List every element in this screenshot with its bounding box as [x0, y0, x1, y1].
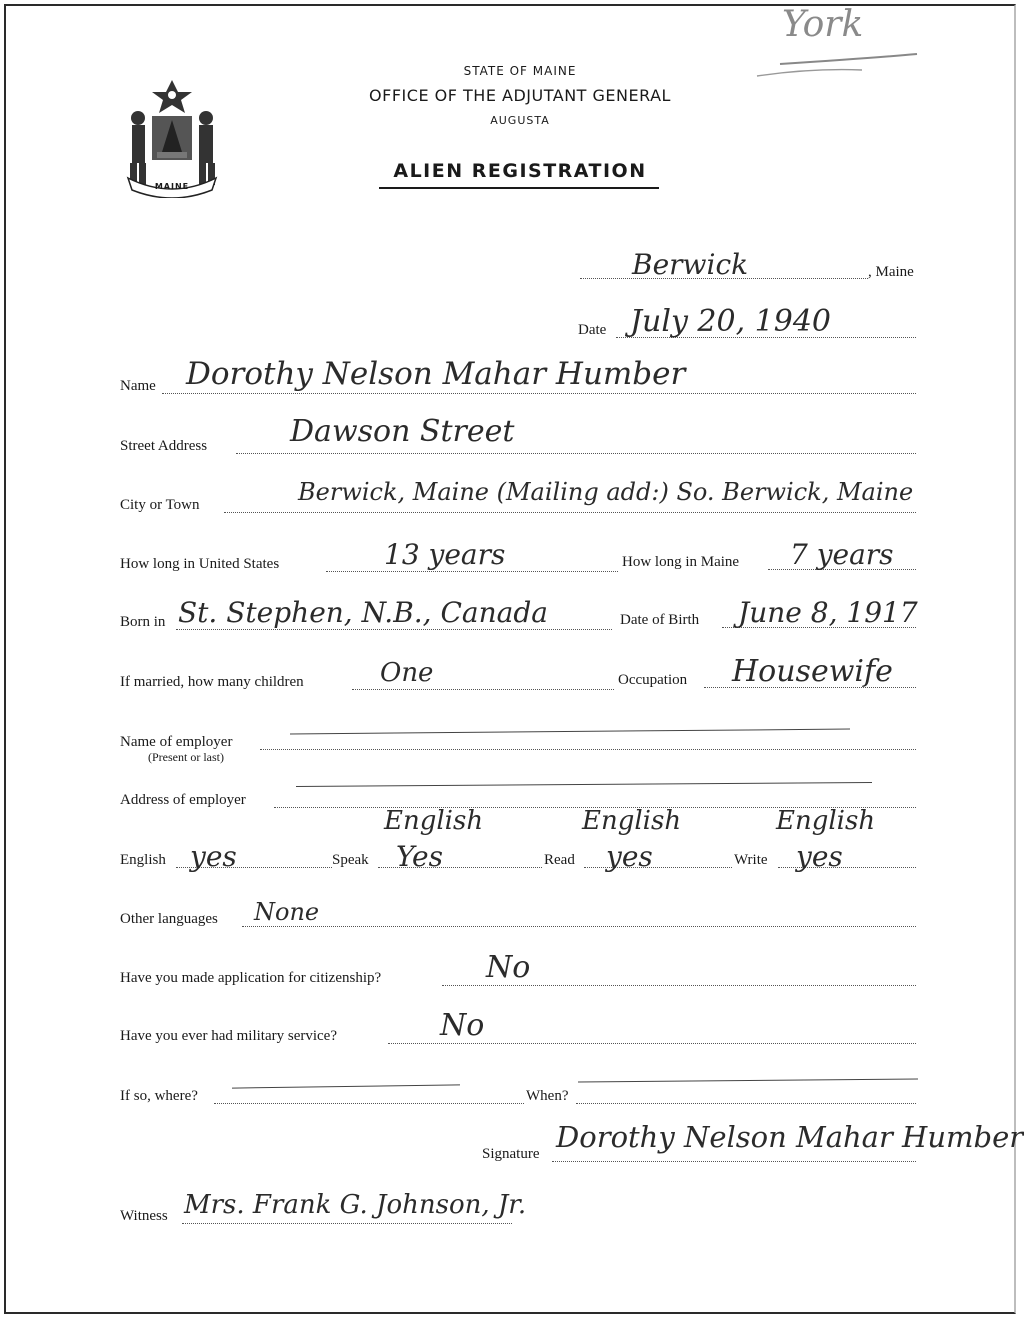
english-label: English: [120, 852, 166, 868]
how-long-us-label: How long in United States: [120, 556, 280, 572]
how-long-maine-label: How long in Maine: [622, 554, 740, 570]
employer-name-dotted-line: [260, 749, 916, 750]
write-label: Write: [734, 852, 768, 868]
office-heading: OFFICE OF THE ADJUTANT GENERAL: [369, 86, 671, 105]
city-heading: AUGUSTA: [490, 114, 550, 127]
citizenship-label: Have you made application for citizenship?: [120, 970, 382, 986]
corner-note-text: York: [782, 4, 864, 45]
state-heading: STATE OF MAINE: [463, 64, 577, 78]
city-or-town-label: City or Town: [120, 497, 200, 513]
citizenship-dotted-line: [442, 985, 916, 986]
date-value: July 20, 1940: [630, 304, 832, 339]
witness-value: Mrs. Frank G. Johnson, Jr.: [184, 1190, 527, 1220]
military-dotted-line: [388, 1043, 916, 1044]
speak-value: Yes: [396, 840, 443, 873]
if-so-where-label: If so, where?: [120, 1088, 198, 1104]
town-value: Berwick: [632, 248, 749, 281]
when-label: When?: [526, 1088, 569, 1104]
speak-note-value: English: [384, 806, 484, 836]
date-of-birth-value: June 8, 1917: [738, 596, 918, 629]
write-note-value: English: [776, 806, 876, 836]
signature-value: Dorothy Nelson Mahar Humber: [556, 1120, 1024, 1154]
occupation-label: Occupation: [618, 672, 688, 688]
city-or-town-value: Berwick, Maine (Mailing add:) So. Berwick, Maine: [298, 478, 914, 506]
children-value: One: [380, 658, 434, 688]
other-languages-dotted-line: [242, 926, 916, 927]
city-or-town-dotted-line: [224, 512, 916, 513]
children-label: If married, how many children: [120, 674, 304, 690]
name-label: Name: [120, 378, 156, 394]
other-languages-label: Other languages: [120, 911, 218, 927]
employer-address-label: Address of employer: [120, 792, 246, 808]
born-in-value: St. Stephen, N.B., Canada: [178, 596, 548, 629]
form-title: ALIEN REGISTRATION: [393, 160, 647, 182]
maine-label: , Maine: [868, 264, 914, 280]
citizenship-value: No: [486, 950, 531, 985]
signature-label: Signature: [482, 1146, 540, 1162]
born-in-label: Born in: [120, 614, 166, 630]
state-seal-icon: [122, 78, 222, 198]
date-label: Date: [578, 322, 607, 338]
name-dotted-line: [162, 393, 916, 394]
street-address-label: Street Address: [120, 438, 208, 454]
date-of-birth-label: Date of Birth: [620, 612, 700, 628]
when-dotted-line: [576, 1103, 916, 1104]
speak-label: Speak: [332, 852, 369, 868]
witness-dotted-line: [182, 1223, 512, 1224]
how-long-us-value: 13 years: [384, 538, 506, 571]
title-underline: [379, 187, 659, 189]
witness-label: Witness: [120, 1208, 168, 1224]
read-value: yes: [606, 840, 653, 873]
employer-name-label: Name of employer: [120, 734, 233, 750]
how-long-us-dotted-line: [326, 571, 618, 572]
employer-name-sublabel: (Present or last): [148, 750, 224, 764]
street-address-dotted-line: [236, 453, 916, 454]
occupation-value: Housewife: [732, 654, 893, 689]
how-long-maine-value: 7 years: [790, 538, 894, 571]
signature-dotted-line: [552, 1161, 916, 1162]
read-label: Read: [544, 852, 575, 868]
children-dotted-line: [352, 689, 614, 690]
if-so-where-dotted-line: [214, 1103, 524, 1104]
name-value: Dorothy Nelson Mahar Humber: [186, 356, 686, 392]
write-value: yes: [796, 840, 843, 873]
seal-scroll-text: MAINE: [154, 182, 190, 191]
street-address-value: Dawson Street: [290, 414, 515, 449]
read-note-value: English: [582, 806, 682, 836]
english-value: yes: [190, 840, 237, 873]
other-languages-value: None: [254, 898, 320, 926]
military-value: No: [440, 1008, 485, 1043]
military-label: Have you ever had military service?: [120, 1028, 337, 1044]
born-in-dotted-line: [176, 629, 612, 630]
